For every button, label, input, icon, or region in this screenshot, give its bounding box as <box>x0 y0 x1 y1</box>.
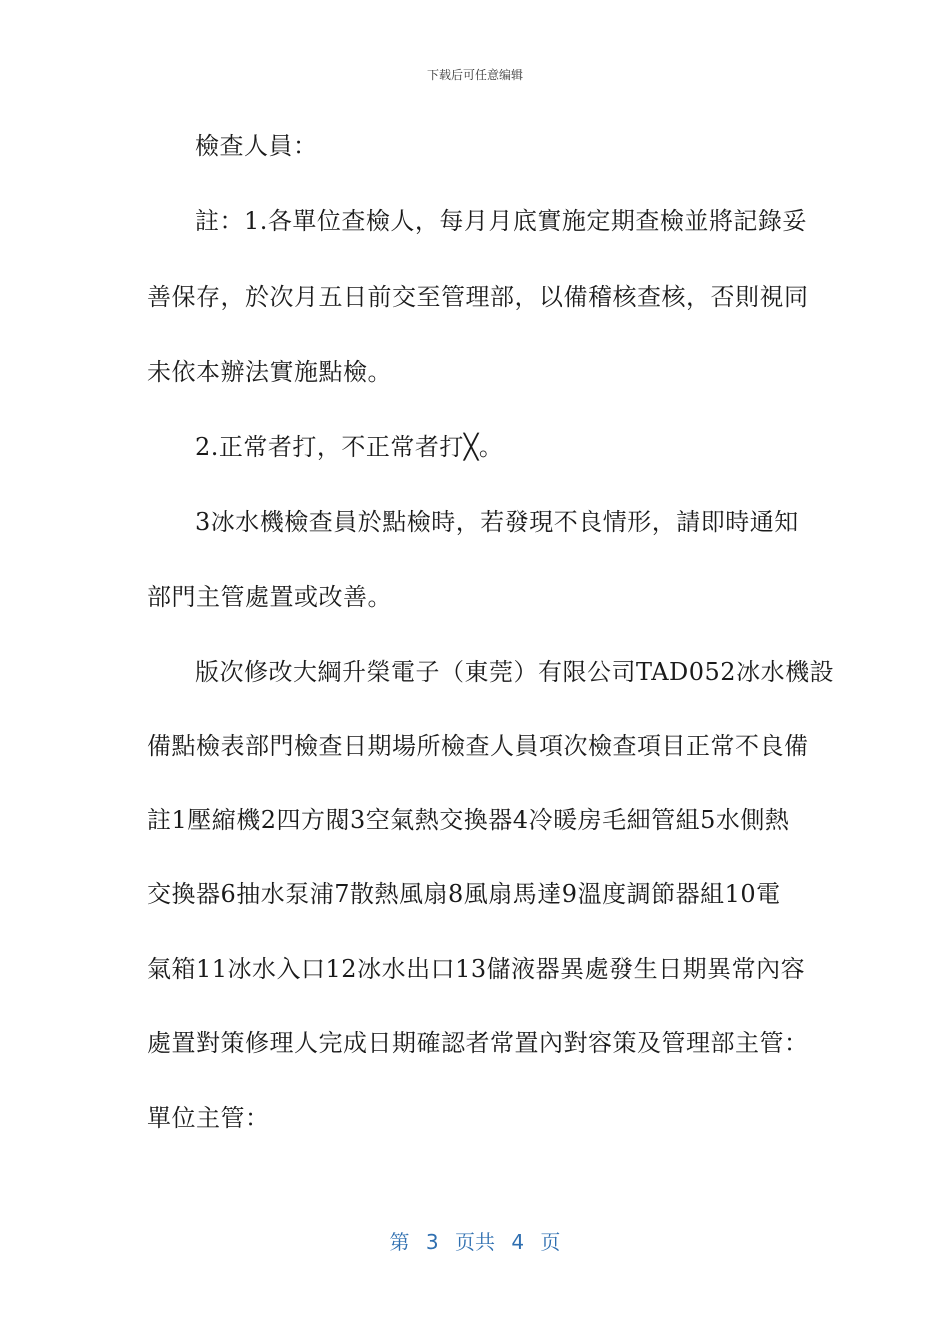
body-line-1: 版次修改大綱升榮電子（東莞）有限公司TAD052冰水機設 <box>195 658 835 686</box>
note-line-1: 註：1.各單位查檢人，每月月底實施定期查檢並將記錄妥 <box>195 207 807 235</box>
note-item-3-cont: 部門主管處置或改善。 <box>147 583 392 611</box>
page-header: 下载后可任意编辑 <box>426 68 523 82</box>
body-line-2: 備點檢表部門檢查日期場所檢查人員項次檢查項目正常不良備 <box>147 732 809 760</box>
body-line-6: 處置對策修理人完成日期確認者常置內對容策及管理部主管： <box>147 1029 809 1057</box>
inspector-line: 檢查人員： <box>195 132 318 160</box>
note-item-2: 2.正常者打，不正常者打╳。 <box>195 433 504 461</box>
page-number-footer: 第 3 页共 4 页 <box>389 1230 561 1254</box>
note-line-3: 未依本辦法實施點檢。 <box>147 358 392 386</box>
body-line-3: 註1壓縮機2四方閥3空氣熱交換器4冷暖房毛細管組5水側熱 <box>147 806 790 834</box>
note-line-2: 善保存，於次月五日前交至管理部，以備稽核查核，否則視同 <box>147 283 809 311</box>
unit-supervisor-line: 單位主管： <box>147 1104 270 1132</box>
body-line-4: 交換器6抽水泵浦7散熱風扇8風扇馬達9溫度調節器組10電 <box>147 880 781 908</box>
body-line-5: 氣箱11冰水入口12冰水出口13儲液器異處發生日期異常內容 <box>147 955 806 983</box>
note-item-3: 3冰水機檢查員於點檢時，若發現不良情形，請即時通知 <box>195 508 799 536</box>
